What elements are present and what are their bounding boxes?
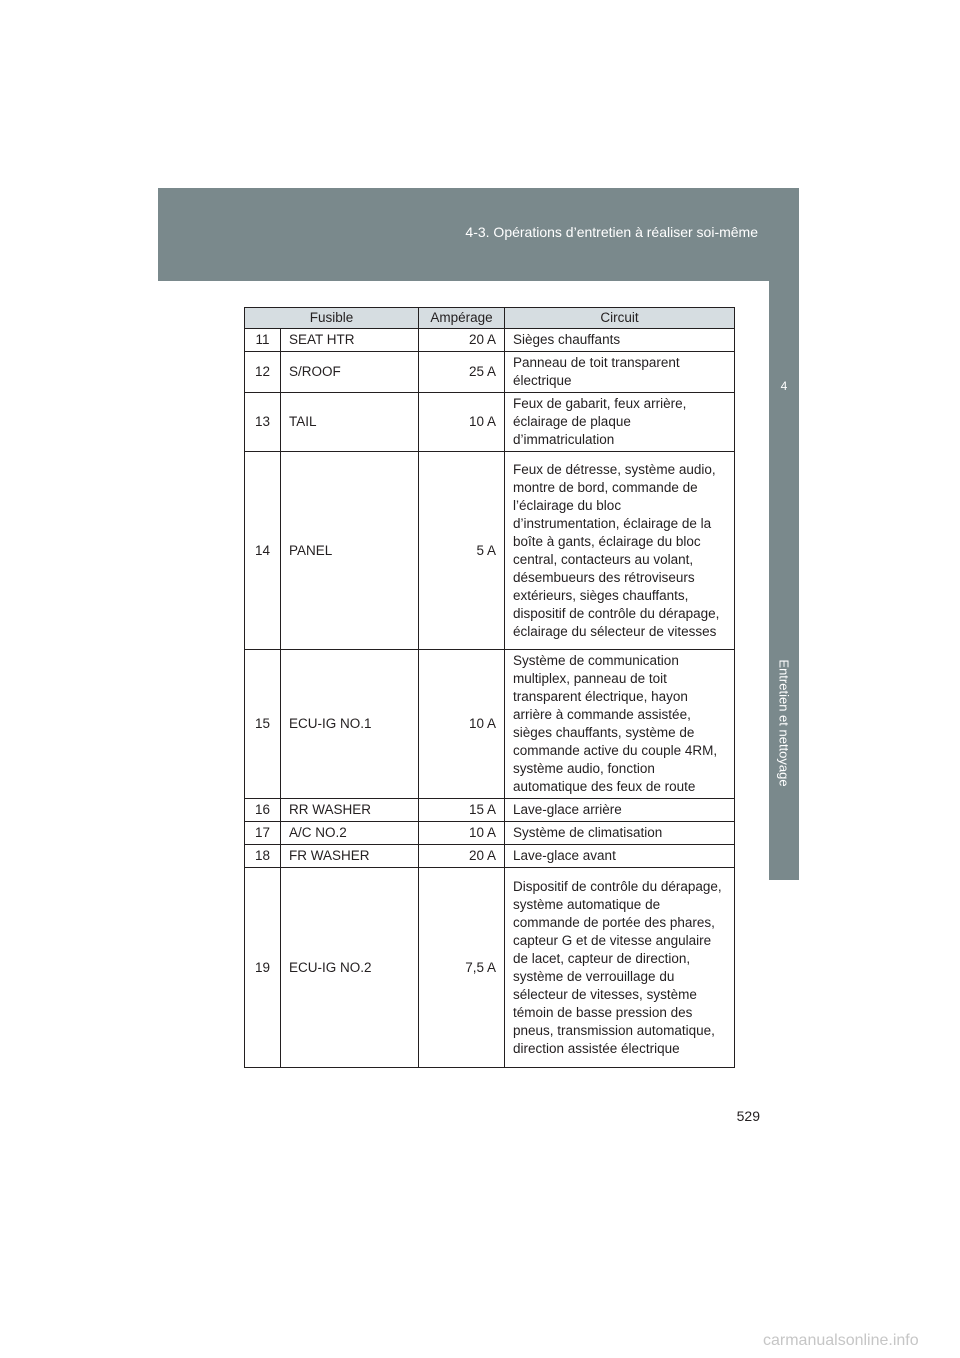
fuse-circuit: Système de communication multiplex, panneau de toit transparent électrique, hayon arrière à commande assistée, sièges chauffants, système de commande active du couple 4RM, système audio, fonction automatique des feux de route — [505, 650, 735, 799]
fuse-name: SEAT HTR — [281, 329, 419, 352]
fuse-table — [244, 307, 735, 1068]
fuse-name: ECU-IG NO.1 — [281, 650, 419, 799]
fuse-name: RR WASHER — [281, 799, 419, 822]
fuse-number: 18 — [245, 845, 281, 868]
fuse-name: FR WASHER — [281, 845, 419, 868]
fuse-circuit: Lave-glace arrière — [505, 799, 735, 822]
fuse-number: 16 — [245, 799, 281, 822]
fuse-circuit: Lave-glace avant — [505, 845, 735, 868]
table-row — [245, 868, 735, 1068]
fuse-number: 15 — [245, 650, 281, 799]
fuse-number: 11 — [245, 329, 281, 352]
fuse-circuit: Dispositif de contrôle du dérapage, système automatique de commande de portée des phares, capteur G et de vitesse angulaire de lacet, capteur de direction, système de verrouillage du sélecteur de vitesses, système témoin de basse pression des pneus, transmission automatique, direction assistée électrique — [505, 868, 735, 1068]
fuse-number: 12 — [245, 352, 281, 393]
fuse-circuit: Sièges chauffants — [505, 329, 735, 352]
fuse-name: ECU-IG NO.2 — [281, 868, 419, 1068]
chapter-side-tab — [769, 281, 799, 880]
fuse-amperage: 20 A — [419, 845, 505, 868]
fuse-circuit: Panneau de toit transparent électrique — [505, 352, 735, 393]
fuse-amperage: 10 A — [419, 393, 505, 452]
fuse-number: 14 — [245, 452, 281, 650]
column-header-fuse: Fusible — [245, 308, 419, 329]
fuse-amperage: 7,5 A — [419, 868, 505, 1068]
table-row — [245, 799, 735, 822]
section-title: 4-3. Opérations d’entretien à réaliser soi-même — [465, 224, 758, 240]
table-row — [245, 452, 735, 650]
fuse-amperage: 10 A — [419, 650, 505, 799]
fuse-amperage: 25 A — [419, 352, 505, 393]
fuse-circuit: Feux de détresse, système audio, montre de bord, commande de l’éclairage du bloc d’instrumentation, éclairage de la boîte à gants, éclairage du bloc central, contacteurs au volant, désembueurs des rétroviseurs extérieurs, sièges chauffants, dispositif de contrôle du dérapage, éclairage du sélecteur de vitesses — [505, 452, 735, 650]
fuse-name: PANEL — [281, 452, 419, 650]
fuse-amperage: 5 A — [419, 452, 505, 650]
table-row — [245, 650, 735, 799]
fuse-amperage: 20 A — [419, 329, 505, 352]
fuse-amperage: 15 A — [419, 799, 505, 822]
table-row — [245, 352, 735, 393]
table-row — [245, 329, 735, 352]
table-row — [245, 393, 735, 452]
fuse-name: TAIL — [281, 393, 419, 452]
fuse-number: 13 — [245, 393, 281, 452]
column-header-amperage: Ampérage — [419, 308, 505, 329]
fuse-number: 17 — [245, 822, 281, 845]
page-number: 529 — [736, 1108, 760, 1124]
section-header-band — [158, 188, 799, 281]
table-row — [245, 845, 735, 868]
fuse-circuit: Système de climatisation — [505, 822, 735, 845]
watermark: carmanualsonline.info — [763, 1332, 919, 1349]
column-header-circuit: Circuit — [505, 308, 735, 329]
fuse-name: A/C NO.2 — [281, 822, 419, 845]
fuse-circuit: Feux de gabarit, feux arrière, éclairage de plaque d’immatriculation — [505, 393, 735, 452]
table-header-row — [245, 308, 735, 329]
chapter-number: 4 — [780, 379, 788, 393]
fuse-number: 19 — [245, 868, 281, 1068]
table-row — [245, 822, 735, 845]
fuse-amperage: 10 A — [419, 822, 505, 845]
chapter-title: Entretien et nettoyage — [776, 659, 792, 787]
fuse-name: S/ROOF — [281, 352, 419, 393]
